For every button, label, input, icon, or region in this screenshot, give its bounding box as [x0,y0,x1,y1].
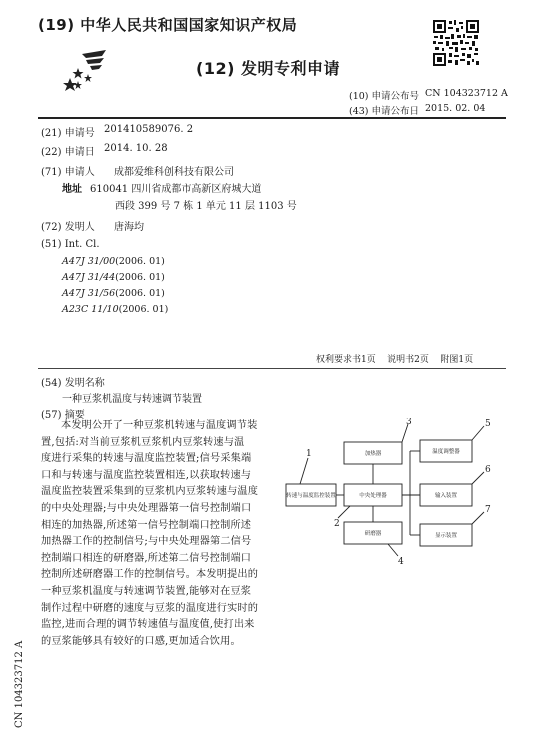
abstract-line: 相连的加热器,所述第一信号控制端口控制所述 [41,519,252,531]
abstract-line: 置,包括:对当前豆浆机豆浆机内豆浆转速与温 [41,436,245,448]
block-diagram [280,418,516,568]
address-label: 地址 [62,184,82,195]
ref-number: 3 [406,418,412,427]
abstract-line: 控制端口相连的研磨器,所述第二信号控制端口 [41,552,252,564]
ref-number: 4 [398,557,404,567]
pub-no-label: (10) 申请公布号 [349,91,420,102]
diagram-label: 温度调整器 [432,449,460,455]
app-date-label: (22) 申请日 [41,147,95,158]
section-rule [38,368,506,369]
inventor-label: (72) 发明人 [41,222,95,233]
address-line-2: 西段 399 号 7 栋 1 单元 11 层 1103 号 [115,201,297,212]
ref-number: 2 [334,519,340,529]
inventor: 唐海均 [114,222,144,233]
invention-title: 一种豆浆机温度与转速调节装置 [62,394,202,405]
ipc-class: A47J 31/00(2006. 01) [62,256,165,267]
title-label: (54) 发明名称 [41,378,105,389]
abstract-line: 本发明公开了一种豆浆机转速与温度调节装 [61,420,258,431]
abstract-line: 的中央处理器;与中央处理器第一信号控制端口 [41,502,252,514]
diagram-label: 显示装置 [434,533,458,539]
intcl-label: (51) Int. Cl. [41,239,100,250]
diagram-label: 加热器 [364,451,382,457]
diagram-label: 转速与温度监控装置 [286,493,336,499]
app-no: 201410589076. 2 [104,124,194,135]
abstract-line: 口和与转速与温度监控装置相连,以获取转速与 [41,469,252,481]
abstract-line: 的豆浆能够具有较好的口感,更加适合饮用。 [41,635,241,647]
pub-no: CN 104323712 A [425,88,508,99]
abstract-text [41,418,273,650]
ipc-class: A47J 31/44(2006. 01) [62,272,165,283]
qr-code [432,19,480,67]
header-rule [38,117,506,119]
abstract-line: 控制所述研磨器工作的控制信号。本发明提出的 [41,569,259,581]
address-line-1: 610041 四川省成都市高新区府城大道 [90,184,262,195]
ref-number: 6 [485,465,491,475]
ref-number: 7 [485,505,491,515]
ref-number: 1 [306,449,312,459]
pub-date-label: (43) 申请公布日 [349,106,420,117]
abstract-line: 温度监控装置采集到的豆浆机内豆浆转速与温度 [41,486,259,498]
abstract-line: 度进行采集的转速与温度监控装置;信号采集端 [41,453,252,465]
app-date: 2014. 10. 28 [104,143,168,154]
pub-date: 2015. 02. 04 [425,103,486,114]
side-publication-code: CN 104323712 A [14,640,25,728]
ipc-class: A23C 11/10(2006. 01) [62,304,169,315]
cnipa-logo [62,48,108,92]
pages-info: 权利要求书1页 说明书2页 附图1页 [316,355,474,365]
abstract-line: 制作过程中研磨的速度与豆浆的温度进行实时的 [41,602,259,614]
diagram-label: 中央处理器 [359,493,387,499]
applicant: 成都爱维科创科技有限公司 [114,167,234,178]
document-type: (12) 发明专利申请 [196,59,340,78]
abstract-line: 加热器工作的控制信号;与中央处理器第二信号 [41,536,252,548]
abstract-label: (57) 摘要 [41,410,85,421]
diagram-label: 输入装置 [434,493,458,499]
abstract-line: 一种豆浆机温度与转速调节装置,能够对在豆浆 [41,585,252,597]
diagram-label: 研磨器 [364,531,382,537]
ref-number: 5 [485,419,491,429]
office-name: (19) 中华人民共和国国家知识产权局 [38,16,298,34]
ipc-class: A47J 31/56(2006. 01) [62,288,165,299]
abstract-line: 监控,进而合理的调节转速值与温度值,使打出来 [41,619,255,631]
applicant-label: (71) 申请人 [41,167,95,178]
app-no-label: (21) 申请号 [41,128,95,139]
